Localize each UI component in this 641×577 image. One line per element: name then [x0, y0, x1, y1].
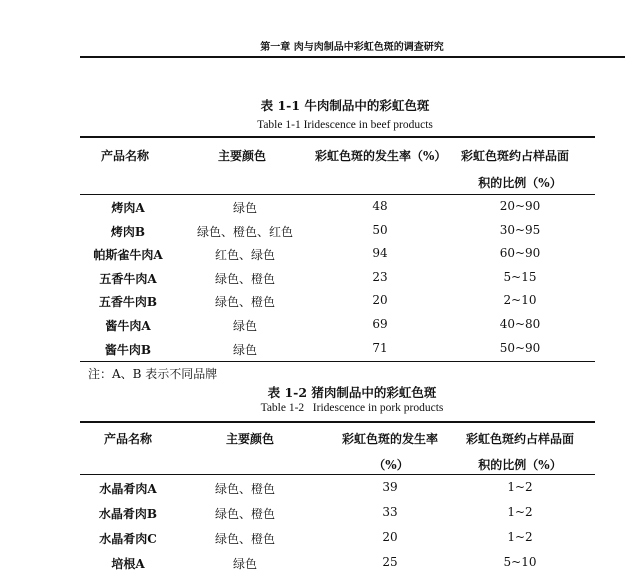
table1-row-1-col-3: 30~95: [499, 222, 541, 237]
table2-header-color: 主要颜色: [225, 432, 275, 446]
table1-row-5-col-2: 69: [372, 317, 388, 331]
table1-row-6-col-2: 71: [372, 340, 388, 355]
table1-row-5-col-3: 40~80: [499, 317, 541, 331]
table1-row-6-col-0: 酱牛肉B: [104, 342, 152, 357]
table1-row-3-col-1: 绿色、橙色: [214, 271, 276, 286]
table1-row-3-col-2: 23: [372, 269, 388, 284]
table1-row-0-col-0: 烤肉A: [111, 201, 145, 215]
table2-row-2-col-0: 水晶肴肉C: [99, 532, 157, 546]
table2-header-rate-2: （%）: [373, 458, 409, 472]
table2-row-3-col-3: 5~10: [503, 555, 537, 569]
table1-row-2-col-1: 红色、绿色: [214, 248, 276, 263]
table1-header-color: 主要颜色: [218, 149, 267, 163]
table2-header-rate-1: 彩虹色斑的发生率: [341, 432, 439, 446]
table1-row-6-col-3: 50~90: [499, 340, 541, 355]
table2-row-1-col-3: 1~2: [507, 505, 533, 519]
table2-row-3-col-0: 培根A: [111, 557, 145, 571]
table2-row-1-col-2: 33: [382, 505, 398, 519]
table1-row-1-col-0: 烤肉B: [110, 224, 146, 239]
table1-row-2-col-3: 60~90: [499, 246, 541, 261]
table1-header-rule: [80, 194, 595, 195]
table1-row-4-col-0: 五香牛肉B: [98, 295, 158, 310]
table2-top-rule: [80, 421, 595, 423]
table1-header-area-2: 积的比例（%）: [478, 176, 562, 190]
table1-row-6-col-1: 绿色: [232, 342, 258, 357]
table1-header-rate: 彩虹色斑的发生率（%）: [315, 149, 447, 163]
table1-row-5-col-0: 酱牛肉A: [105, 319, 151, 333]
table1-row-4-col-3: 2~10: [503, 293, 537, 308]
running-header: 第一章 肉与肉制品中彩虹色斑的调查研究: [260, 42, 444, 53]
table1-row-1-col-1: 绿色、橙色、红色: [196, 224, 294, 239]
table1-row-3-col-0: 五香牛肉A: [99, 271, 157, 286]
table1-title-en: Table 1-1 Iridescence in beef products: [257, 119, 433, 131]
table2-title-cn: 表 1-2 猪肉制品中的彩虹色斑: [267, 385, 437, 400]
table1-row-1-col-2: 50: [372, 222, 388, 237]
table2-header-rule: [80, 474, 595, 475]
table1-row-5-col-1: 绿色: [232, 319, 258, 333]
table1-bottom-rule: [80, 361, 595, 362]
table1-title-cn: 表 1-1 牛肉制品中的彩虹色斑: [260, 98, 430, 113]
table2-row-2-col-2: 20: [382, 530, 398, 544]
table1-row-0-col-1: 绿色: [232, 201, 258, 215]
table1-header-product: 产品名称: [101, 149, 150, 163]
table2-row-2-col-1: 绿色、橙色: [214, 532, 276, 546]
table1-row-2-col-2: 94: [372, 246, 388, 261]
table1-row-4-col-1: 绿色、橙色: [214, 295, 276, 310]
table2-row-0-col-3: 1~2: [507, 480, 533, 494]
table2-row-0-col-0: 水晶肴肉A: [99, 482, 157, 496]
table2-header-area-1: 彩虹色斑约占样品面: [465, 432, 575, 446]
table2-row-2-col-3: 1~2: [507, 530, 533, 544]
table2-row-1-col-0: 水晶肴肉B: [98, 507, 158, 521]
table2-row-0-col-1: 绿色、橙色: [214, 482, 276, 496]
table1-top-rule: [80, 136, 595, 138]
table1-row-0-col-3: 20~90: [499, 199, 541, 213]
table1-note: 注：A、B 表示不同品牌: [88, 367, 218, 381]
table1-row-0-col-2: 48: [372, 199, 388, 213]
table1-row-2-col-0: 帕斯雀牛肉A: [93, 248, 163, 263]
table2-row-0-col-2: 39: [382, 480, 398, 494]
table1-row-3-col-3: 5~15: [503, 269, 537, 284]
table2-header-product: 产品名称: [103, 432, 153, 446]
table2-title-en: Table 1-2 Iridescence in pork products: [260, 402, 444, 414]
table2-row-1-col-1: 绿色、橙色: [214, 507, 276, 521]
header-rule: [80, 56, 625, 58]
table1-header-area-1: 彩虹色斑约占样品面: [461, 149, 570, 163]
table1-row-4-col-2: 20: [372, 293, 388, 308]
table2-row-3-col-1: 绿色: [232, 557, 258, 571]
table2-header-area-2: 积的比例（%）: [478, 458, 562, 472]
table2-row-3-col-2: 25: [382, 555, 398, 569]
